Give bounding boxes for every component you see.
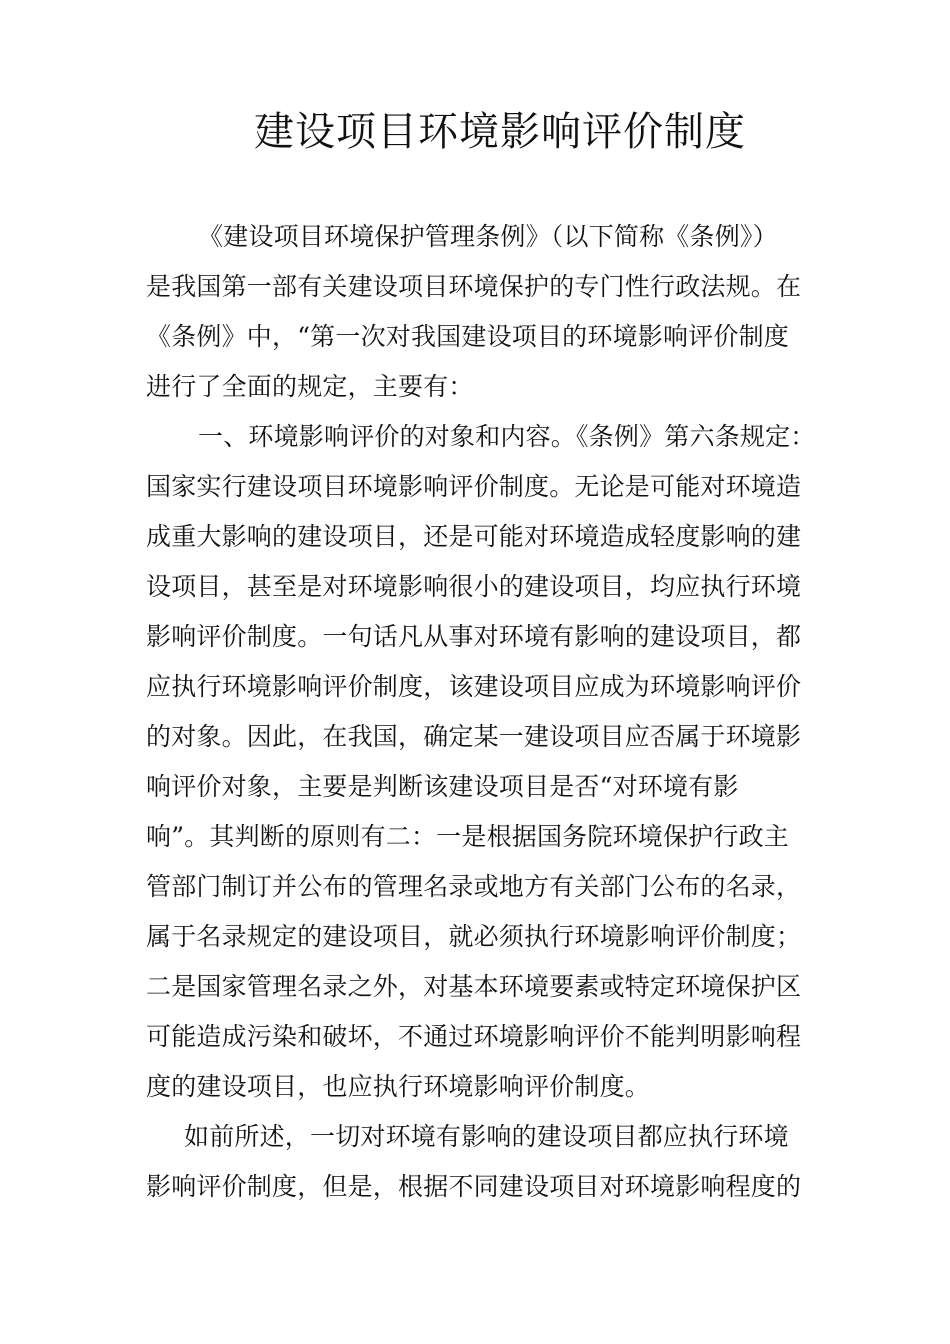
- paragraph-line: 成重大影响的建设项目，还是可能对环境造成轻度影响的建: [146, 522, 802, 551]
- paragraph-line: 国家实行建设项目环境影响评价制度。无论是可能对环境造: [146, 472, 802, 501]
- paragraph-line: 属于名录规定的建设项目，就必须执行环境影响评价制度；: [146, 922, 802, 951]
- paragraph-line: 可能造成污染和破坏，不通过环境影响评价不能判明影响程: [146, 1022, 802, 1051]
- paragraph-line: 一、环境影响评价的对象和内容。《条例》第六条规定：: [198, 422, 816, 451]
- paragraph-2: [146, 412, 816, 1112]
- paragraph-line: 应执行环境影响评价制度，该建设项目应成为环境影响评价: [146, 672, 802, 701]
- paragraph-line: 是我国第一部有关建设项目环境保护的专门性行政法规。在: [146, 272, 802, 301]
- paragraph-line: 影响评价制度，但是，根据不同建设项目对环境影响程度的: [146, 1172, 802, 1201]
- paragraph-line: 二是国家管理名录之外，对基本环境要素或特定环境保护区: [146, 972, 802, 1001]
- paragraph-line: 《建设项目环境保护管理条例》（以下简称《条例》）: [198, 222, 778, 251]
- paragraph-line: 响”。其判断的原则有二：一是根据国务院环境保护行政主: [146, 822, 789, 851]
- paragraph-line: 管部门制订并公布的管理名录或地方有关部门公布的名录，: [146, 872, 802, 901]
- document-title: 建设项目环境影响评价制度: [254, 109, 746, 155]
- paragraph-3: [146, 1112, 808, 1212]
- paragraph-line: 进行了全面的规定，主要有：: [146, 372, 474, 401]
- paragraph-line: 影响评价制度。一句话凡从事对环境有影响的建设项目，都: [146, 622, 802, 651]
- paragraph-line: 如前所述，一切对环境有影响的建设项目都应执行环境: [184, 1122, 789, 1151]
- paragraph-line: 响评价对象，主要是判断该建设项目是否“对环境有影: [146, 772, 739, 801]
- paragraph-line: 《条例》中，“第一次对我国建设项目的环境影响评价制度: [146, 322, 789, 351]
- document-body: [146, 212, 816, 1212]
- paragraph-line: 设项目，甚至是对环境影响很小的建设项目，均应执行环境: [146, 572, 802, 601]
- paragraph-1: [146, 212, 808, 412]
- paragraph-line: 的对象。因此，在我国，确定某一建设项目应否属于环境影: [146, 722, 802, 751]
- paragraph-line: 度的建设项目，也应执行环境影响评价制度。: [146, 1072, 651, 1101]
